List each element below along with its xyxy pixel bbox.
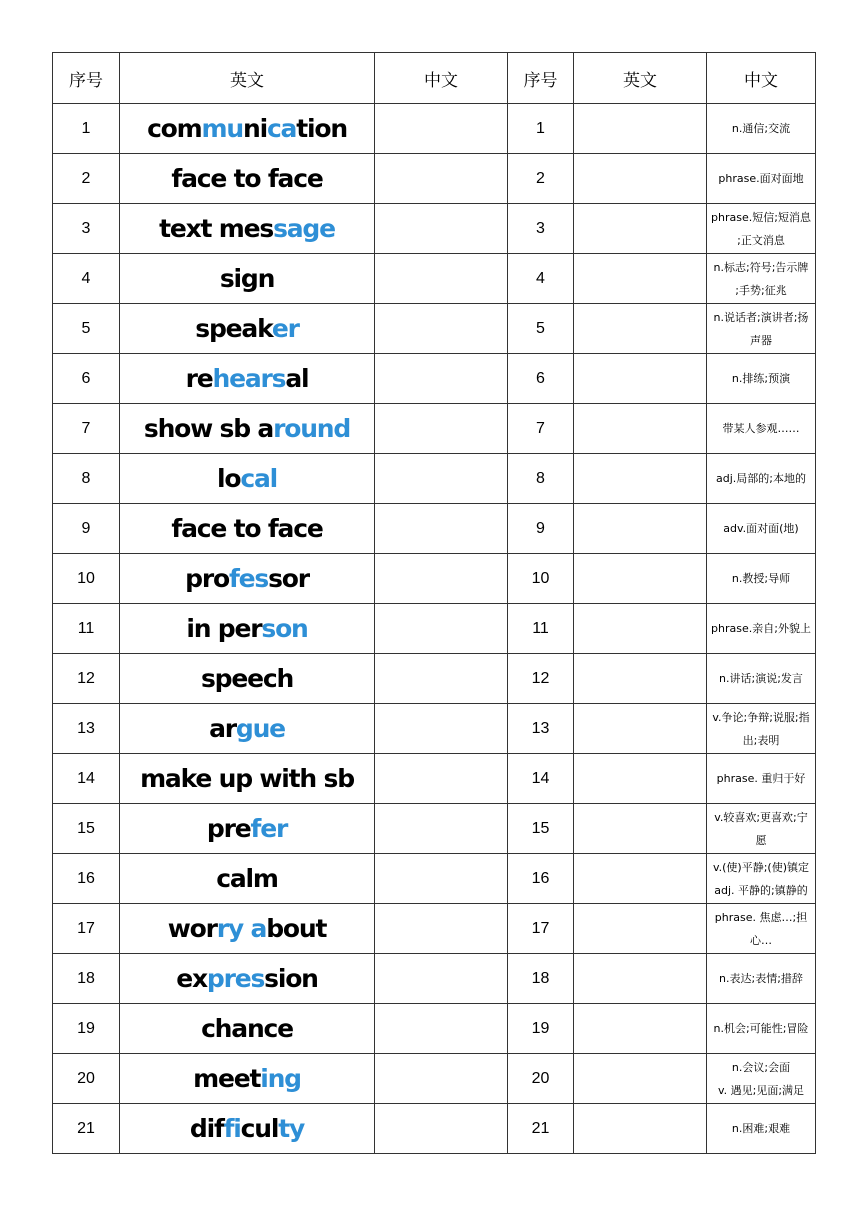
table-row — [53, 404, 816, 454]
chinese-answer-blank — [375, 904, 508, 954]
meaning-line: 声器 — [750, 333, 772, 347]
row-index-right: 12 — [508, 654, 574, 704]
english-answer-blank — [574, 204, 707, 254]
table-row — [53, 604, 816, 654]
chinese-meaning — [707, 254, 816, 304]
row-index-right: 4 — [508, 254, 574, 304]
table-row — [53, 304, 816, 354]
row-index-right: 3 — [508, 204, 574, 254]
syllable: sign — [219, 264, 275, 293]
syllable: speech — [200, 664, 294, 693]
chinese-meaning — [707, 1004, 816, 1054]
table-row — [53, 254, 816, 304]
syllable: show sb a — [143, 414, 274, 443]
header-index-right: 序号 — [508, 53, 574, 104]
row-index-left: 5 — [53, 304, 120, 354]
row-index-left: 14 — [53, 754, 120, 804]
row-index-left: 7 — [53, 404, 120, 454]
meaning-line: v.争论;争辩;说服;指 — [712, 710, 810, 724]
chinese-answer-blank — [375, 954, 508, 1004]
table-row — [53, 454, 816, 504]
english-word — [120, 1004, 375, 1054]
meaning-line: phrase. 重归于好 — [716, 772, 806, 785]
chinese-answer-blank — [375, 1104, 508, 1154]
chinese-answer-blank — [375, 554, 508, 604]
meaning-line: v.较喜欢;更喜欢;宁 — [714, 810, 808, 824]
meaning-line: phrase. 焦虑…;担 — [714, 910, 808, 924]
row-index-right: 2 — [508, 154, 574, 204]
english-answer-blank — [574, 454, 707, 504]
english-word — [120, 954, 375, 1004]
meaning-line: phrase.面对面地 — [718, 172, 804, 185]
english-answer-blank — [574, 504, 707, 554]
syllable: speak — [195, 314, 272, 343]
english-word — [120, 854, 375, 904]
meaning-line: v. 遇见;见面;满足 — [717, 1083, 805, 1097]
highlighted-syllable: hears — [212, 364, 286, 393]
table-row — [53, 1054, 816, 1104]
chinese-meaning — [707, 354, 816, 404]
syllable: face to face — [171, 164, 323, 193]
table-row — [53, 854, 816, 904]
highlighted-syllable: mu — [201, 114, 243, 143]
english-word — [120, 654, 375, 704]
row-index-right: 8 — [508, 454, 574, 504]
table-row — [53, 204, 816, 254]
english-answer-blank — [574, 704, 707, 754]
chinese-meaning — [707, 104, 816, 154]
row-index-left: 12 — [53, 654, 120, 704]
vocabulary-table — [52, 52, 816, 1154]
chinese-meaning — [707, 504, 816, 554]
english-word — [120, 104, 375, 154]
table-row — [53, 704, 816, 754]
vocabulary-rows — [53, 104, 816, 1154]
english-answer-blank — [574, 254, 707, 304]
syllable: sion — [264, 964, 318, 993]
english-word — [120, 254, 375, 304]
english-answer-blank — [574, 404, 707, 454]
meaning-line: 心… — [750, 933, 772, 947]
meaning-line: 出;表明 — [742, 733, 780, 747]
english-word — [120, 1054, 375, 1104]
chinese-answer-blank — [375, 254, 508, 304]
highlighted-syllable: ing — [260, 1064, 301, 1093]
english-answer-blank — [574, 954, 707, 1004]
syllable: com — [147, 114, 202, 143]
english-answer-blank — [574, 904, 707, 954]
english-word — [120, 204, 375, 254]
row-index-left: 21 — [53, 1104, 120, 1154]
meaning-line: n.通信;交流 — [731, 122, 791, 135]
english-answer-blank — [574, 854, 707, 904]
chinese-meaning — [707, 454, 816, 504]
chinese-meaning — [707, 304, 816, 354]
syllable: make up with sb — [140, 764, 354, 793]
row-index-left: 8 — [53, 454, 120, 504]
row-index-right: 15 — [508, 804, 574, 854]
chinese-meaning — [707, 1104, 816, 1154]
table-row — [53, 554, 816, 604]
highlighted-syllable: fes — [228, 564, 269, 593]
english-answer-blank — [574, 354, 707, 404]
highlighted-syllable: sage — [273, 214, 335, 243]
row-index-left: 10 — [53, 554, 120, 604]
meaning-line: phrase.短信;短消息 — [711, 210, 811, 224]
meaning-line: n.教授;导师 — [731, 572, 791, 585]
syllable: ni — [242, 114, 267, 143]
meaning-line: n.讲话;演说;发言 — [719, 672, 803, 685]
highlighted-syllable: pres — [206, 964, 265, 993]
row-index-right: 11 — [508, 604, 574, 654]
table-row — [53, 904, 816, 954]
english-answer-blank — [574, 554, 707, 604]
chinese-meaning — [707, 154, 816, 204]
english-word — [120, 154, 375, 204]
english-word — [120, 804, 375, 854]
row-index-right: 5 — [508, 304, 574, 354]
row-index-right: 9 — [508, 504, 574, 554]
chinese-answer-blank — [375, 1054, 508, 1104]
chinese-meaning — [707, 554, 816, 604]
chinese-meaning — [707, 654, 816, 704]
syllable: cul — [240, 1114, 279, 1143]
english-word — [120, 454, 375, 504]
highlighted-syllable: fi — [223, 1114, 241, 1143]
chinese-answer-blank — [375, 504, 508, 554]
chinese-answer-blank — [375, 304, 508, 354]
english-word — [120, 404, 375, 454]
english-word — [120, 1104, 375, 1154]
row-index-right: 21 — [508, 1104, 574, 1154]
english-answer-blank — [574, 1004, 707, 1054]
row-index-right: 20 — [508, 1054, 574, 1104]
highlighted-syllable: ca — [266, 114, 297, 143]
meaning-line: adv.面对面(地) — [723, 522, 799, 535]
highlighted-syllable: round — [273, 414, 351, 443]
table-row — [53, 1004, 816, 1054]
english-word — [120, 304, 375, 354]
meaning-line: n.机会;可能性;冒险 — [713, 1022, 809, 1035]
meaning-line: n.困难;艰难 — [731, 1122, 791, 1135]
chinese-meaning — [707, 1054, 816, 1104]
meaning-line: ;手势;征兆 — [735, 283, 787, 297]
english-answer-blank — [574, 654, 707, 704]
english-answer-blank — [574, 1104, 707, 1154]
syllable: text mes — [159, 214, 274, 243]
english-word — [120, 554, 375, 604]
syllable: ex — [176, 964, 207, 993]
syllable: pre — [206, 814, 251, 843]
syllable: wor — [167, 914, 217, 943]
highlighted-syllable: ty — [278, 1114, 305, 1143]
row-index-right: 17 — [508, 904, 574, 954]
chinese-answer-blank — [375, 704, 508, 754]
row-index-left: 13 — [53, 704, 120, 754]
chinese-answer-blank — [375, 454, 508, 504]
row-index-right: 6 — [508, 354, 574, 404]
header-index-left: 序号 — [53, 53, 120, 104]
highlighted-syllable: cal — [240, 464, 278, 493]
chinese-answer-blank — [375, 154, 508, 204]
row-index-left: 9 — [53, 504, 120, 554]
chinese-answer-blank — [375, 654, 508, 704]
table-row — [53, 654, 816, 704]
syllable: in per — [186, 614, 262, 643]
row-index-right: 13 — [508, 704, 574, 754]
row-index-right: 18 — [508, 954, 574, 1004]
row-index-right: 7 — [508, 404, 574, 454]
chinese-meaning — [707, 604, 816, 654]
table-row — [53, 1104, 816, 1154]
chinese-meaning — [707, 754, 816, 804]
row-index-left: 4 — [53, 254, 120, 304]
english-word — [120, 604, 375, 654]
header-english-left: 英文 — [120, 53, 375, 104]
header-chinese-left: 中文 — [375, 53, 508, 104]
table-row — [53, 804, 816, 854]
syllable: calm — [216, 864, 278, 893]
table-row — [53, 754, 816, 804]
meaning-line: v.(使)平静;(使)镇定 — [712, 860, 810, 874]
meaning-line: n.标志;符号;告示牌 — [713, 260, 809, 274]
row-index-left: 6 — [53, 354, 120, 404]
row-index-left: 1 — [53, 104, 120, 154]
meaning-line: n.表达;表情;措辞 — [719, 972, 803, 985]
meaning-line: adj. 平静的;镇静的 — [714, 883, 808, 897]
row-index-left: 3 — [53, 204, 120, 254]
chinese-answer-blank — [375, 404, 508, 454]
english-answer-blank — [574, 104, 707, 154]
header-row — [53, 53, 816, 104]
chinese-answer-blank — [375, 754, 508, 804]
english-answer-blank — [574, 1054, 707, 1104]
table-row — [53, 154, 816, 204]
row-index-left: 20 — [53, 1054, 120, 1104]
row-index-left: 16 — [53, 854, 120, 904]
chinese-meaning — [707, 804, 816, 854]
chinese-answer-blank — [375, 354, 508, 404]
english-answer-blank — [574, 804, 707, 854]
row-index-left: 18 — [53, 954, 120, 1004]
table-row — [53, 954, 816, 1004]
syllable: face to face — [171, 514, 323, 543]
english-word — [120, 504, 375, 554]
row-index-right: 14 — [508, 754, 574, 804]
chinese-answer-blank — [375, 854, 508, 904]
meaning-line: ;正文消息 — [737, 233, 785, 247]
highlighted-syllable: ry a — [216, 914, 267, 943]
syllable: chance — [201, 1014, 293, 1043]
header-english-right: 英文 — [574, 53, 707, 104]
row-index-left: 17 — [53, 904, 120, 954]
syllable: re — [185, 364, 213, 393]
chinese-answer-blank — [375, 604, 508, 654]
chinese-meaning — [707, 204, 816, 254]
english-word — [120, 354, 375, 404]
chinese-meaning — [707, 704, 816, 754]
syllable: tion — [296, 114, 347, 143]
row-index-right: 19 — [508, 1004, 574, 1054]
syllable: al — [285, 364, 309, 393]
chinese-meaning — [707, 404, 816, 454]
row-index-left: 2 — [53, 154, 120, 204]
chinese-meaning — [707, 854, 816, 904]
row-index-left: 11 — [53, 604, 120, 654]
syllable: lo — [216, 464, 241, 493]
meaning-line: n.排练;预演 — [731, 372, 791, 385]
row-index-left: 19 — [53, 1004, 120, 1054]
english-word — [120, 904, 375, 954]
row-index-right: 10 — [508, 554, 574, 604]
english-answer-blank — [574, 754, 707, 804]
english-answer-blank — [574, 154, 707, 204]
highlighted-syllable: er — [271, 314, 299, 343]
syllable: pro — [185, 564, 229, 593]
table-row — [53, 354, 816, 404]
header-chinese-right: 中文 — [707, 53, 816, 104]
highlighted-syllable: son — [261, 614, 308, 643]
meaning-line: phrase.亲自;外貌上 — [711, 622, 811, 635]
chinese-answer-blank — [375, 204, 508, 254]
table-row — [53, 104, 816, 154]
meaning-line: n.会议;会面 — [731, 1060, 791, 1074]
english-answer-blank — [574, 304, 707, 354]
meaning-line: 带某人参观…… — [722, 422, 800, 435]
english-word — [120, 704, 375, 754]
syllable: bout — [266, 914, 327, 943]
row-index-right: 16 — [508, 854, 574, 904]
syllable: meet — [193, 1064, 261, 1093]
chinese-answer-blank — [375, 104, 508, 154]
syllable: sor — [268, 564, 309, 593]
row-index-right: 1 — [508, 104, 574, 154]
chinese-meaning — [707, 954, 816, 1004]
highlighted-syllable: fer — [250, 814, 288, 843]
meaning-line: n.说话者;演讲者;扬 — [713, 310, 809, 324]
meaning-line: adj.局部的;本地的 — [716, 472, 806, 485]
chinese-answer-blank — [375, 804, 508, 854]
highlighted-syllable: gue — [235, 714, 285, 743]
chinese-meaning — [707, 904, 816, 954]
syllable: dif — [189, 1114, 224, 1143]
english-word — [120, 754, 375, 804]
syllable: ar — [209, 714, 236, 743]
chinese-answer-blank — [375, 1004, 508, 1054]
table-row — [53, 504, 816, 554]
row-index-left: 15 — [53, 804, 120, 854]
english-answer-blank — [574, 604, 707, 654]
meaning-line: 愿 — [755, 833, 767, 847]
